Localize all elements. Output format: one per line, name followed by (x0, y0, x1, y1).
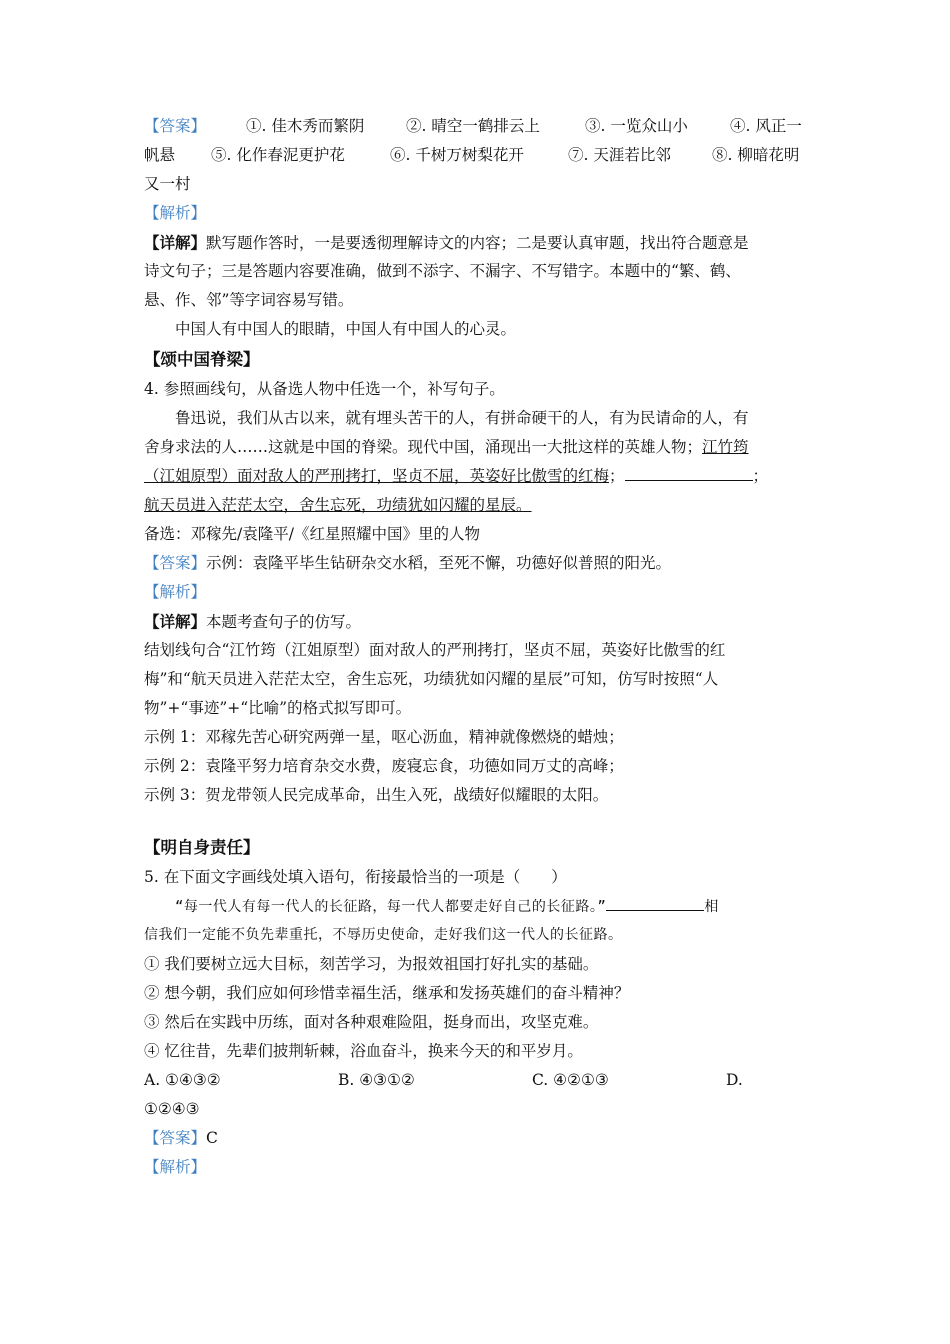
detail-line: 梅”和“航天员进入茫茫太空，舍生忘死，功绩犹如闪耀的星辰”可知，仿写时按照“人 (144, 670, 719, 688)
passage-line (144, 491, 808, 520)
question-stem: 5. 在下面文字画线处填入语句，衔接最恰当的一项是（ ） (144, 868, 567, 886)
example-line: 示例 2：袁隆平努力培育杂交水费，废寝忘食，功德如同万丈的高峰； (144, 757, 624, 775)
option-d-continued: ①②④③ (144, 1100, 200, 1118)
underlined-text: 航天员进入茫茫太空，舍生忘死，功绩犹如闪耀的星辰。 (144, 496, 532, 514)
question-stem: 4. 参照画线句，从备选人物中任选一个，补写句子。 (144, 380, 505, 398)
detail-line (144, 228, 808, 257)
q3-answer-line-1 (144, 112, 808, 141)
detail-line (144, 607, 808, 636)
answer-item: ②. 晴空一鹤排云上 (406, 117, 540, 135)
answer-item: ⑤. 化作春泥更护花 (211, 146, 345, 164)
option-a: A. ①④③② (144, 1071, 221, 1089)
analysis-tag: 【解析】 (144, 204, 207, 222)
detail-line: 诗文句子；三是答题内容要准确，做到不添字、不漏字、不写错字。本题中的“繁、鹤、 (144, 262, 741, 280)
underlined-text: （江姐原型）面对敌人的严刑拷打，坚贞不屈，英姿好比傲雪的红梅 (144, 467, 610, 485)
detail-text: 本题考查句子的仿写。 (206, 613, 362, 631)
detail-line: 物”+“事迹”+“比喻”的格式拟写即可。 (144, 699, 412, 717)
answer-item: ①. 佳木秀而繁阴 (246, 117, 365, 135)
option-b: B. ④③①② (338, 1071, 415, 1089)
underlined-text: 江竹筠 (702, 438, 749, 456)
passage-line: 鲁迅说，我们从古以来，就有埋头苦干的人，有拼命硬干的人，有为民请命的人，有 (175, 409, 749, 427)
answer-item: 又一村 (144, 175, 191, 193)
fill-blank (606, 892, 704, 911)
answer-item: ⑥. 千树万树梨花开 (390, 146, 524, 164)
option-c: C. ④②①③ (532, 1071, 609, 1089)
choice-sentence: ② 想今朝，我们应如何珍惜幸福生活，继承和发扬英雄们的奋斗精神？ (144, 984, 630, 1002)
punct: ； (609, 467, 625, 485)
passage-text: 舍身求法的人……这就是中国的脊梁。现代中国，涌现出一大批这样的英雄人物； (144, 438, 703, 456)
fill-blank (625, 462, 753, 481)
answer-tag: 【答案】 (144, 1129, 207, 1147)
choice-sentence: ③ 然后在实践中历练，面对各种艰难险阻，挺身而出，攻坚克难。 (144, 1013, 599, 1031)
analysis-tag: 【解析】 (144, 583, 207, 601)
answer-text: 示例：袁隆平毕生钻研杂交水稻，至死不懈，功德好似普照的阳光。 (206, 554, 672, 572)
answer-line (144, 1124, 808, 1153)
answer-tag: 【答案】 (144, 117, 207, 135)
extra-sentence: 中国人有中国人的眼睛，中国人有中国人的心灵。 (175, 320, 517, 338)
quote-line (144, 892, 808, 921)
answer-line (144, 549, 808, 578)
detail-line: 悬、作、邻”等字词容易写错。 (144, 291, 354, 309)
passage-line (144, 433, 808, 462)
detail-tag: 【详解】 (144, 612, 207, 631)
answer-item: ⑦. 天涯若比邻 (568, 146, 671, 164)
options-row (144, 1066, 808, 1095)
passage-line (144, 462, 808, 491)
document-page (144, 112, 808, 1182)
quote-text: “每一代人有每一代人的长征路，每一代人都要走好自己的长征路。” (175, 899, 607, 915)
quote-line: 信我们一定能不负先辈重托，不辱历史使命，走好我们这一代人的长征路。 (144, 927, 623, 943)
quote-text: 相 (704, 899, 719, 915)
answer-item: ⑧. 柳暗花明 (712, 146, 800, 164)
choice-sentence: ④ 忆往昔，先辈们披荆斩棘，浴血奋斗，换来今天的和平岁月。 (144, 1042, 583, 1060)
q3-answer-line-2 (144, 141, 808, 170)
detail-text: 默写题作答时，一是要透彻理解诗文的内容；二是要认真审题，找出符合题意是 (206, 234, 749, 252)
example-line: 示例 3：贺龙带领人民完成革命，出生入死，战绩好似耀眼的太阳。 (144, 786, 609, 804)
section-title: 【颂中国脊梁】 (144, 350, 260, 369)
detail-tag: 【详解】 (144, 233, 207, 252)
detail-line: 结划线句合“江竹筠（江姐原型）面对敌人的严刑拷打，坚贞不屈，英姿好比傲雪的红 (144, 641, 726, 659)
example-line: 示例 1：邓稼先苦心研究两弹一星，呕心沥血，精神就像燃烧的蜡烛； (144, 728, 624, 746)
options-line: 备选：邓稼先/袁隆平/《红星照耀中国》里的人物 (144, 525, 480, 543)
analysis-tag: 【解析】 (144, 1158, 207, 1176)
answer-item: ④. 风正一 (730, 117, 802, 135)
choice-sentence: ① 我们要树立远大目标，刻苦学习，为报效祖国打好扎实的基础。 (144, 955, 599, 973)
answer-text: C (206, 1129, 218, 1147)
answer-tag: 【答案】 (144, 554, 207, 572)
answer-item: ③. 一览众山小 (585, 117, 688, 135)
section-title: 【明自身责任】 (144, 838, 260, 857)
punct: ； (752, 467, 769, 485)
answer-item: 帆悬 (144, 146, 176, 164)
option-d: D. (726, 1071, 743, 1089)
